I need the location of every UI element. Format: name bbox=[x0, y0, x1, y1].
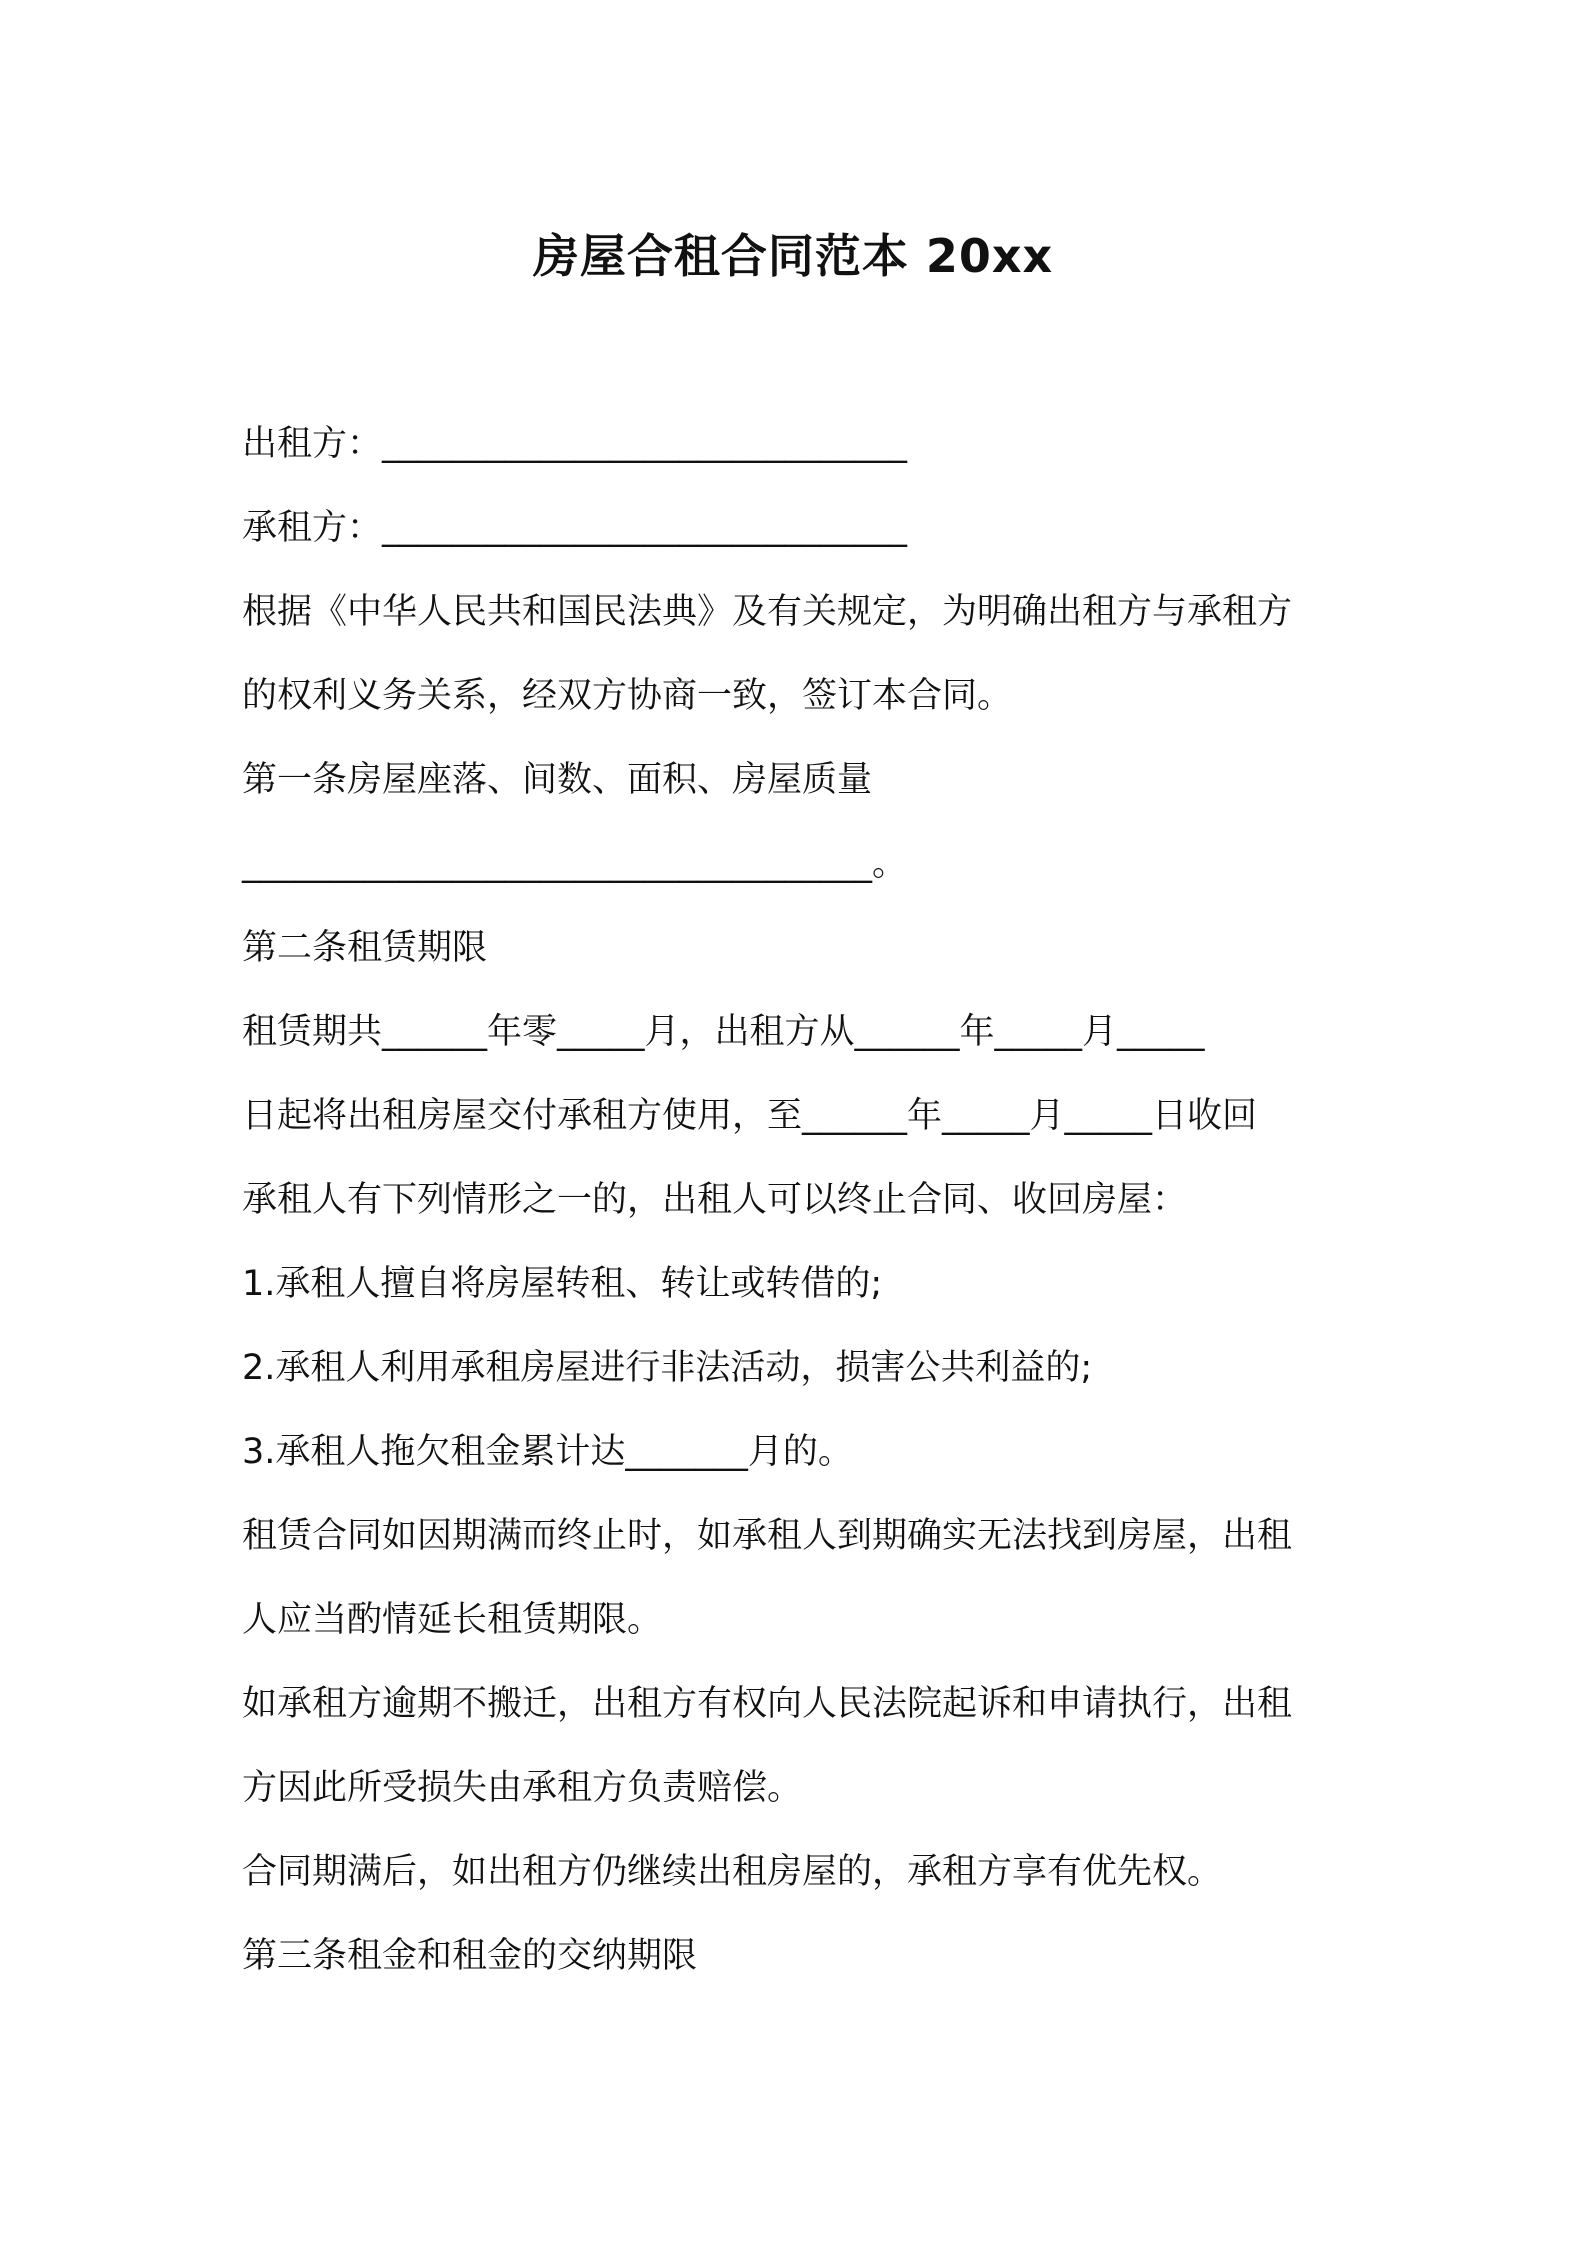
overdue-clause-line-1: 如承租方逾期不搬迁，出租方有权向人民法院起诉和申请执行，出租 bbox=[242, 1684, 1293, 1724]
article-1-heading: 第一条房屋座落、间数、面积、房屋质量 bbox=[242, 760, 873, 800]
lessor-line: 出租方：______________________________ bbox=[242, 424, 908, 464]
lessee-line: 承租方：______________________________ bbox=[242, 508, 908, 548]
termination-intro: 承租人有下列情形之一的，出租人可以终止合同、收回房屋： bbox=[242, 1180, 1188, 1220]
article-1-blank-line: ____________________________________。 bbox=[242, 844, 908, 884]
termination-item-2: 2.承租人利用承租房屋进行非法活动，损害公共利益的; bbox=[242, 1348, 1093, 1388]
overdue-clause-line-2: 方因此所受损失由承租方负责赔偿。 bbox=[242, 1768, 803, 1808]
document-body bbox=[242, 402, 1362, 1998]
preamble-line-2: 的权利义务关系，经双方协商一致，签订本合同。 bbox=[242, 676, 1013, 716]
document-title: 房屋合租合同范本 20xx bbox=[532, 229, 1054, 283]
preamble-line-1: 根据《中华人民共和国民法典》及有关规定，为明确出租方与承租方 bbox=[242, 592, 1293, 632]
termination-item-3: 3.承租人拖欠租金累计达_______月的。 bbox=[242, 1432, 853, 1472]
extension-clause-line-1: 租赁合同如因期满而终止时，如承租人到期确实无法找到房屋，出租 bbox=[242, 1516, 1293, 1556]
termination-item-1: 1.承租人擅自将房屋转租、转让或转借的; bbox=[242, 1264, 883, 1304]
lease-term-line-1: 租赁期共______年零_____月，出租方从______年_____月_____ bbox=[242, 1012, 1205, 1052]
article-3-heading: 第三条租金和租金的交纳期限 bbox=[242, 1936, 698, 1976]
extension-clause-line-2: 人应当酌情延长租赁期限。 bbox=[242, 1600, 663, 1640]
priority-clause: 合同期满后，如出租方仍继续出租房屋的，承租方享有优先权。 bbox=[242, 1852, 1223, 1892]
lease-term-line-2: 日起将出租房屋交付承租方使用，至______年_____月_____日收回 bbox=[242, 1096, 1258, 1136]
article-2-heading: 第二条租赁期限 bbox=[242, 928, 488, 968]
